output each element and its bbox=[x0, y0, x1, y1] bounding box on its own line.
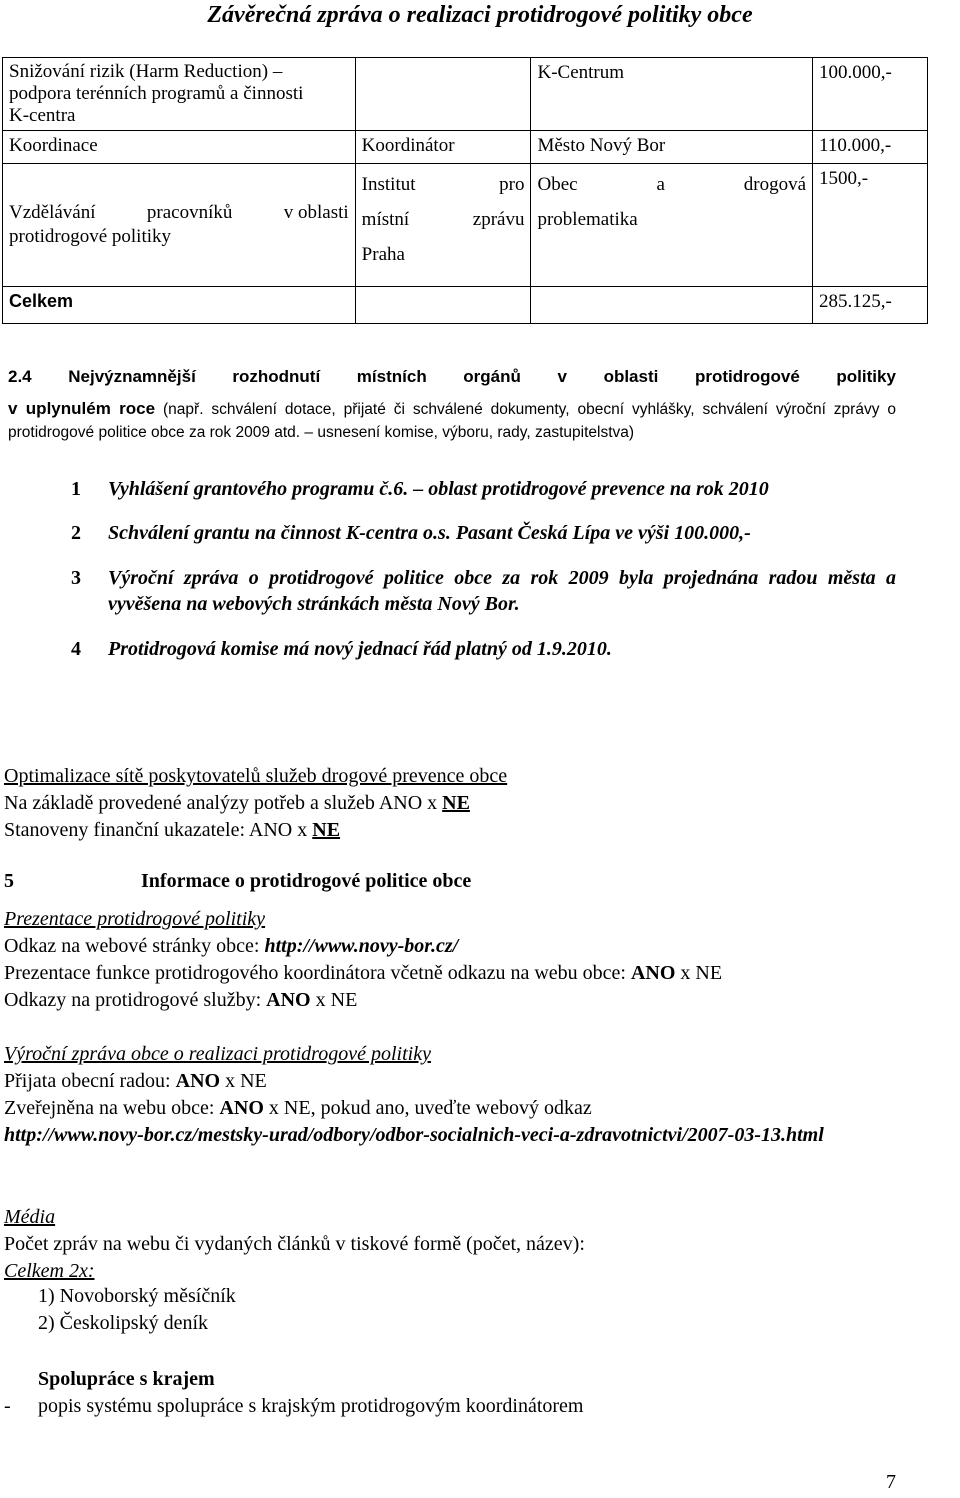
media-list bbox=[38, 1283, 236, 1337]
budget-table bbox=[2, 57, 928, 324]
table-row bbox=[3, 163, 928, 286]
activity-harm-reduction: Snižování rizik (Harm Reduction) – podpora terénních programů a činnosti K-centra bbox=[9, 61, 304, 126]
annual-report-link[interactable]: http://www.novy-bor.cz/mestsky-urad/odbory/odbor-socialnich-veci-a-zdravotnictvi/2007-03-13.html bbox=[4, 1124, 824, 1146]
activity-cell: Koordinace bbox=[3, 130, 356, 163]
role-cell: Koordinátor bbox=[355, 130, 531, 163]
section-2-4-note: v uplynulém roce (např. schválení dotace, přijaté či schválené dokumenty, obecní vyhlášky, schválení výroční zprávy o protidrogové politice obce za rok 2009 atd. – usnesení komise, výboru, rady, zastupitelstva) bbox=[8, 399, 897, 441]
list-item: 2 Schválení grantu na činnost K-centra o.s. Pasant Česká Lípa ve výši 100.000,- bbox=[71, 522, 751, 545]
list-item: 2) Českolipský deník bbox=[38, 1312, 209, 1334]
optimization-line: Stanoveny finanční ukazatele: ANO x NE bbox=[4, 819, 341, 841]
table-row-total bbox=[3, 286, 928, 323]
list-item: 1) Novoborský měsíčník bbox=[38, 1285, 236, 1307]
provider-cell: Institut pro místní zprávu Praha bbox=[355, 163, 531, 286]
section-5-heading: 5 Informace o protidrogové politice obce bbox=[4, 870, 472, 892]
media-question: Počet zpráv na webu či vydaných článků v tiskové formě (počet, název): bbox=[4, 1233, 585, 1255]
media-total: Celkem 2x: bbox=[4, 1260, 95, 1282]
list-item: 4 Protidrogová komise má nový jednací řád platný od 1.9.2010. bbox=[71, 637, 612, 660]
region-item: - popis systému spolupráce s krajským protidrogovým koordinátorem bbox=[4, 1395, 584, 1417]
table-row bbox=[3, 58, 928, 131]
optimization-heading: Optimalizace sítě poskytovatelů služeb drogové prevence obce bbox=[4, 765, 508, 787]
presentation-section: Prezentace protidrogové politiky Odkaz na webové stránky obce: http://www.novy-bor.cz/ Prezentace funkce protidrogového koordinátora včetně odkazu na webu obce: ANO x NE Odkazy na protidrogové služby: ANO x NE bbox=[4, 906, 904, 1014]
annual-report-heading: Výroční zpráva obce o realizaci protidrogové politiky bbox=[4, 1043, 431, 1065]
recipient-cell: K-Centrum bbox=[531, 58, 813, 131]
amount-cell: 1500,- bbox=[813, 163, 928, 286]
amount-cell: 100.000,- bbox=[813, 58, 928, 131]
total-amount: 285.125,- bbox=[813, 286, 928, 323]
media-section bbox=[4, 1204, 904, 1285]
optimization-section bbox=[4, 763, 904, 844]
total-label: Celkem bbox=[3, 286, 356, 323]
recipient-cell: Město Nový Bor bbox=[531, 130, 813, 163]
section-2-4-heading: 2.4 Nejvýznamnější rozhodnutí místních orgánů v oblasti protidrogové politiky bbox=[8, 367, 896, 386]
table-row bbox=[3, 130, 928, 163]
page-title: Závěrečná zpráva o realizaci protidrogové politiky obce bbox=[207, 2, 753, 28]
decisions-list bbox=[71, 476, 896, 680]
list-item: 1 Vyhlášení grantového programu č.6. – oblast protidrogové prevence na rok 2010 bbox=[71, 478, 769, 500]
annual-report-section: Výroční zpráva obce o realizaci protidrogové politiky Přijata obecní radou: ANO x NE Zveřejněna na webu obce: ANO x NE, pokud ano, uveďte webový odkaz http://www.novy-bor.cz/mestsky-urad/odbory/odbor-socialnich-veci-a-zdravotnictvi/2007-03-13.html bbox=[4, 1041, 904, 1149]
amount-cell: 110.000,- bbox=[813, 130, 928, 163]
region-section bbox=[4, 1366, 904, 1420]
presentation-heading: Prezentace protidrogové politiky bbox=[4, 908, 266, 930]
activity-cell: Vzdělávání pracovníků v oblasti protidrogové politiky bbox=[3, 163, 356, 286]
optimization-line: Na základě provedené analýzy potřeb a služeb ANO x NE bbox=[4, 792, 470, 814]
website-link[interactable]: http://www.novy-bor.cz/ bbox=[264, 935, 459, 957]
page-number: 7 bbox=[886, 1471, 896, 1493]
list-item: 3 Výroční zpráva o protidrogové politice obce za rok 2009 byla projednána radou města a vyvěšena na webových stránkách města Nový Bor. bbox=[71, 566, 896, 616]
topic-cell: Obec a drogová problematika bbox=[531, 163, 813, 286]
media-heading: Média bbox=[4, 1206, 56, 1228]
region-heading: Spolupráce s krajem bbox=[38, 1368, 215, 1390]
